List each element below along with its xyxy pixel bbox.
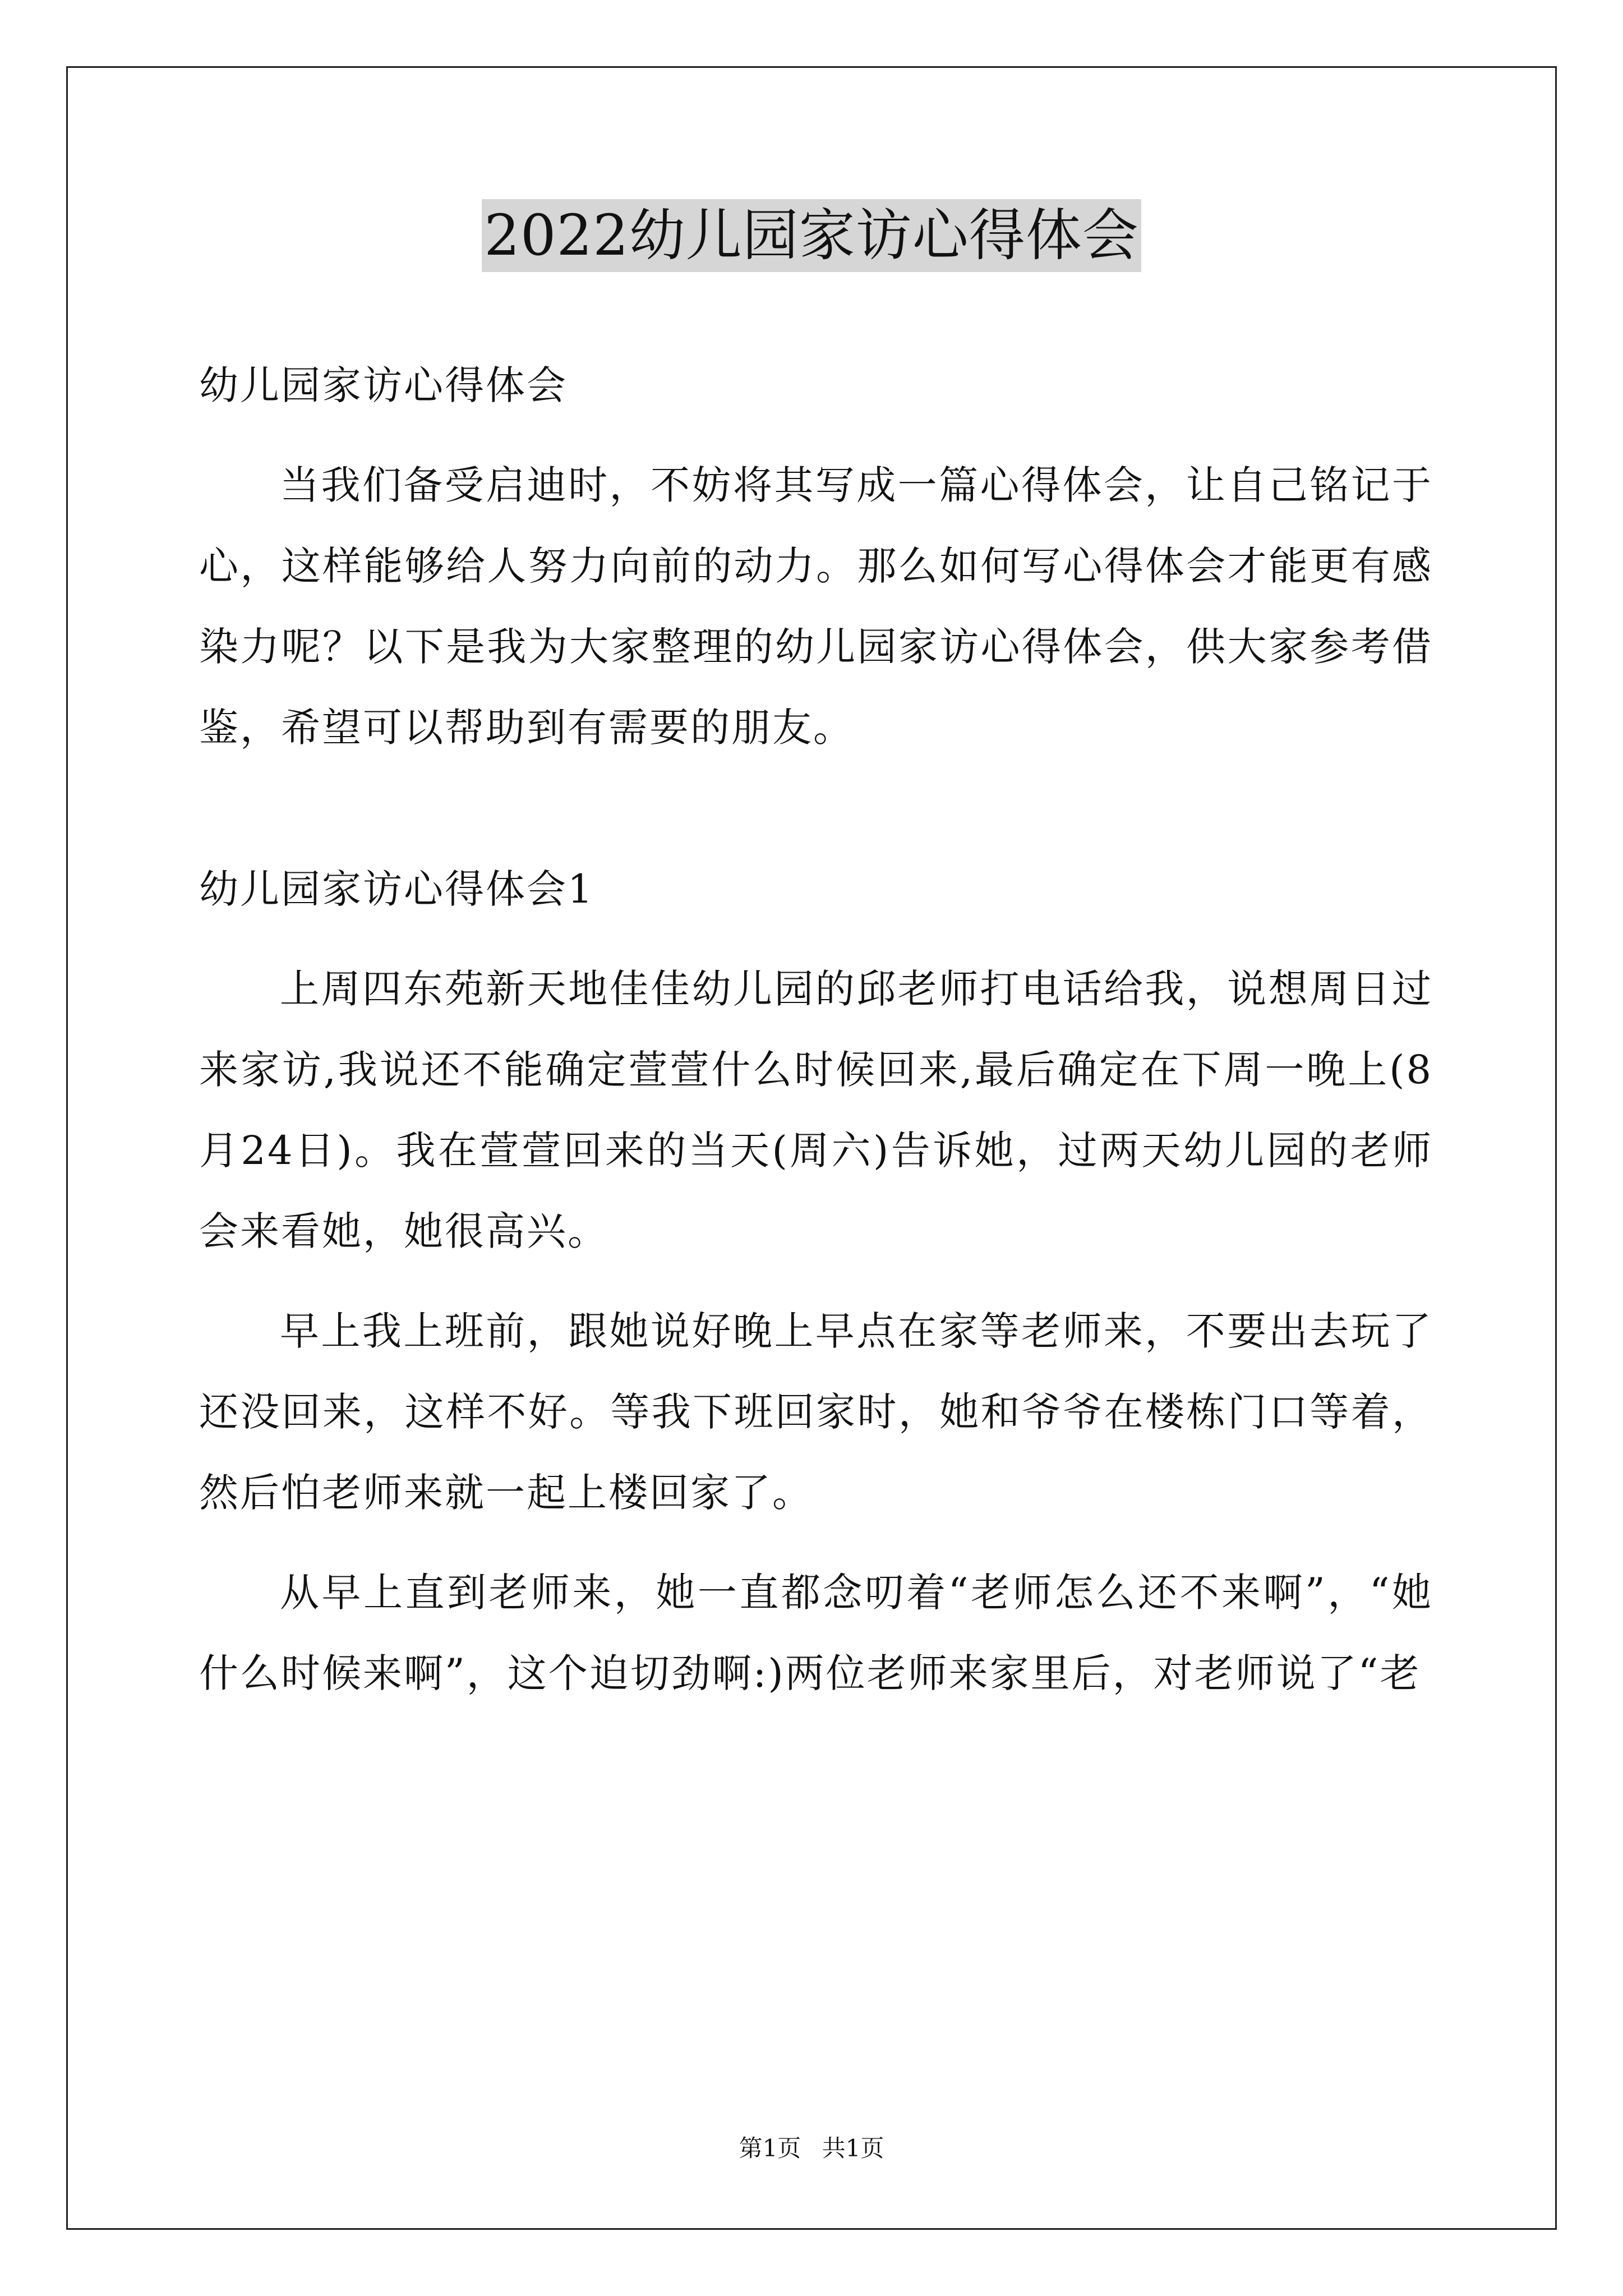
body-paragraph: 上周四东苑新天地佳佳幼儿园的邱老师打电话给我，说想周日过来家访,我说还不能确定萱萱什么时候回来,最后确定在下周一晚上(8月24日)。我在萱萱回来的当天(周六)告诉她，过两天幼儿园的老师会来看她，她很高兴。: [199, 966, 1433, 1254]
document-subtitle: 幼儿园家访心得体会: [199, 362, 568, 408]
body-paragraph: 早上我上班前，跟她说好晚上早点在家等老师来，不要出去玩了还没回来，这样不好。等我下班回家时，她和爷爷在楼栋门口等着，然后怕老师来就一起上楼回家了。: [199, 1308, 1433, 1516]
document-body: [199, 345, 1433, 1714]
section-heading: 幼儿园家访心得体会1: [199, 866, 594, 912]
page-number: 第1页: [739, 2134, 801, 2162]
title-container: [0, 199, 1623, 272]
page-total: 共1页: [822, 2134, 884, 2162]
document-title: 2022幼儿园家访心得体会: [482, 199, 1141, 272]
body-paragraph: 从早上直到老师来，她一直都念叨着“老师怎么还不来啊”，“她什么时候来啊”，这个迫切劲啊:)两位老师来家里后，对老师说了“老: [199, 1570, 1433, 1696]
intro-paragraph: 当我们备受启迪时，不妨将其写成一篇心得体会，让自己铭记于心，这样能够给人努力向前的动力。那么如何写心得体会才能更有感染力呢？以下是我为大家整理的幼儿园家访心得体会，供大家参考借鉴，希望可以帮助到有需要的朋友。: [199, 462, 1433, 751]
page-footer: [0, 2132, 1623, 2165]
